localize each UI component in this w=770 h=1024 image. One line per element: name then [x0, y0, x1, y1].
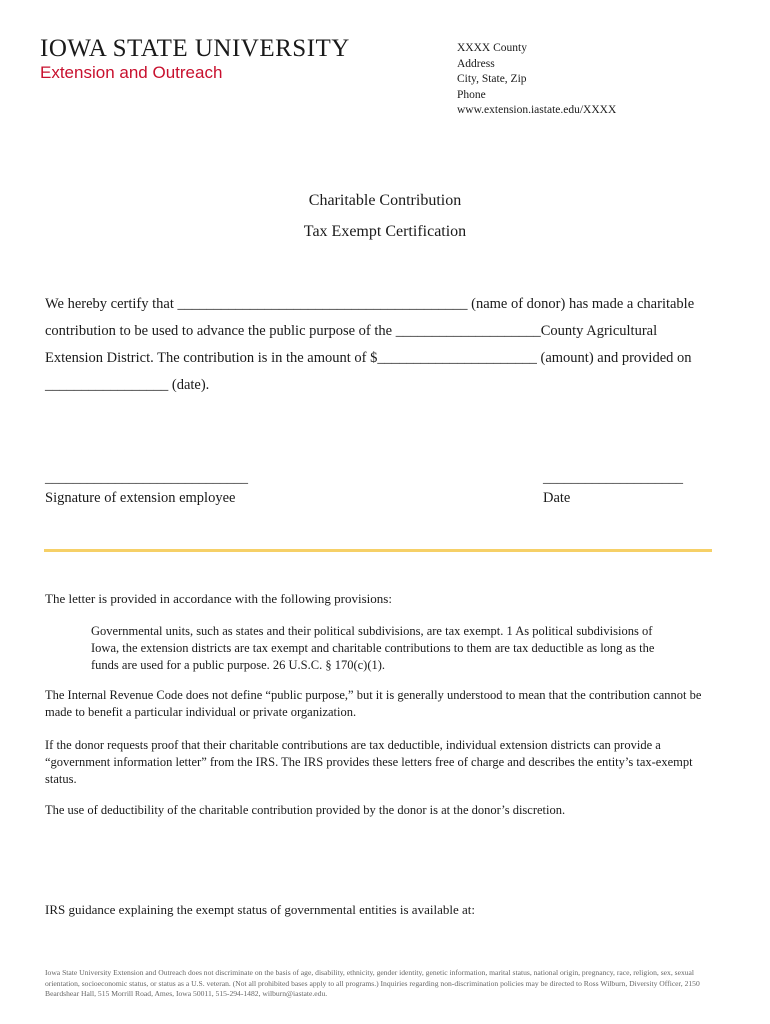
- logo-university-name: IOWA STATE UNIVERSITY: [40, 35, 350, 62]
- address-website: www.extension.iastate.edu/XXXX: [457, 104, 617, 116]
- gold-divider: [44, 549, 712, 552]
- provisions-intro: The letter is provided in accordance with the following provisions:: [45, 591, 392, 606]
- address-phone: Phone: [457, 88, 486, 101]
- document-subtitle: Tax Exempt Certification: [303, 223, 467, 240]
- proof-paragraph: If the donor requests proof that their charitable contributions are tax deductible, individual extension districts can provide a “government information letter” from the IRS. The IRS provides these letters free of charge and describes the entity’s tax-exempt status.: [45, 738, 693, 786]
- provisions-quote: Governmental units, such as states and their political subdivisions, are tax exempt. 1 As political subdivisions of Iowa, the extension districts are tax exempt and charitable contributions to them are tax deductible as long as the funds are used for a public purpose. 26 U.S.C. § 170(c)(1).: [91, 624, 655, 672]
- logo-extension-name: Extension and Outreach: [40, 63, 223, 82]
- certification-line-1: We hereby certify that ________________________________________ (name of donor) has made a charitable: [45, 296, 695, 312]
- address-county: XXXX County: [457, 42, 527, 54]
- employee-signature-line: _____________________________: [45, 471, 248, 486]
- date-signature-label: Date: [543, 490, 571, 506]
- public-purpose-paragraph: The Internal Revenue Code does not define “public purpose,” but it is generally understood to mean that the contribution cannot be made to benefit a particular individual or private organization.: [45, 688, 702, 719]
- certification-line-3: Extension District. The contribution is in the amount of $______________________ (amount) and provided on: [45, 350, 692, 366]
- document-title: Charitable Contribution: [308, 192, 462, 209]
- non-discrimination-footer: Iowa State University Extension and Outreach does not discriminate on the basis of age, disability, ethnicity, gender identity, genetic information, marital status, national origin, pregnancy, race, religion, sex, sexual orientation, socioeconomic status, or status as a U.S. veteran. (Not all prohibited bases apply to all programs.) Inquiries regarding non-discrimination policies may be directed to Ross Wilburn, Diversity Officer, 2150 Beardshear Hall, 515 Morrill Road, Ames, Iowa 50011, 515-294-1482, wilburn@iastate.edu.: [45, 968, 700, 998]
- address-block: [457, 41, 616, 119]
- address-street: Address: [457, 57, 495, 70]
- irs-guidance-text: IRS guidance explaining the exempt status of governmental entities is available at:: [45, 902, 475, 917]
- employee-signature-label: Signature of extension employee: [45, 490, 236, 506]
- certification-line-4: _________________ (date).: [45, 377, 210, 393]
- address-city-state-zip: City, State, Zip: [457, 73, 527, 85]
- deductibility-paragraph: The use of deductibility of the charitable contribution provided by the donor is at the donor’s discretion.: [45, 803, 566, 817]
- certification-line-2: contribution to be used to advance the public purpose of the ____________________County Agricultural: [45, 323, 658, 339]
- date-signature-line: ____________________: [543, 471, 683, 486]
